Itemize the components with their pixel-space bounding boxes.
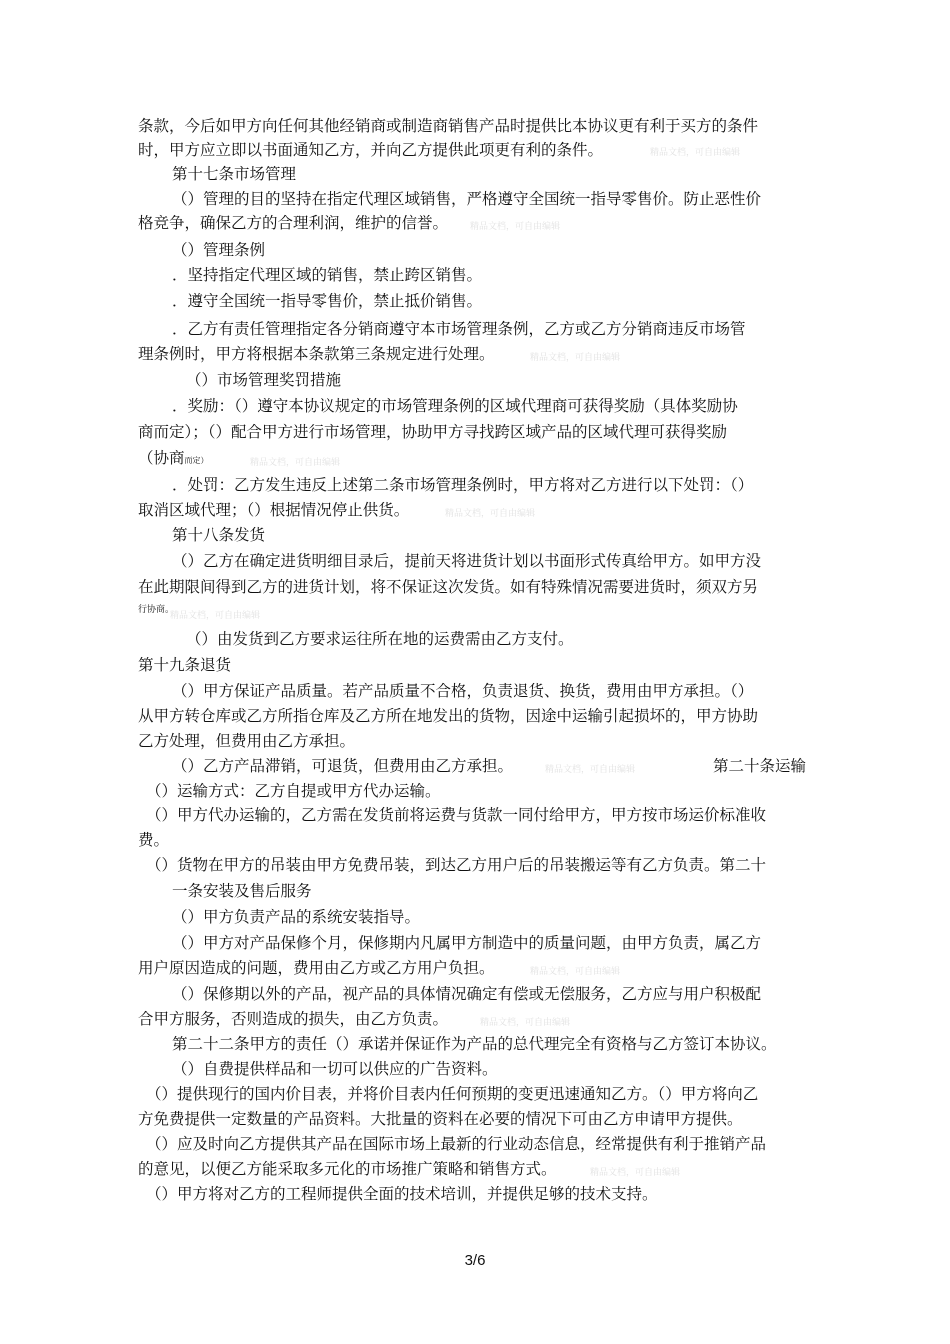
text-line: 商而定）；（）配合甲方进行市场管理，协助甲方寻找跨区域产品的区域代理可获得奖励 <box>138 423 728 441</box>
text-line: （）应及时向乙方提供其产品在国际市场上最新的行业动态信息，经常提供有利于推销产品 <box>146 1135 767 1153</box>
text-line: （）甲方将对乙方的工程师提供全面的技术培训，并提供足够的技术支持。 <box>146 1185 658 1203</box>
watermark-text: 精品文档，可自由编辑 <box>170 611 261 621</box>
text-line: 乙方处理，但费用由乙方承担。 <box>138 732 356 750</box>
watermark-text: 精品文档，可自由编辑 <box>530 353 621 363</box>
watermark-text: 精品文档，可自由编辑 <box>445 509 536 519</box>
text-line: ．坚持指定代理区域的销售，禁止跨区销售。 <box>172 266 483 284</box>
watermark-text: 精品文档，可自由编辑 <box>250 458 341 468</box>
text-line: 行协商。 <box>138 605 175 615</box>
watermark-text: 精品文档，可自由编辑 <box>545 765 636 775</box>
text-line: （）由发货到乙方要求运往所在地的运费需由乙方支付。 <box>186 630 574 648</box>
text-line: （）甲方对产品保修个月，保修期内凡属甲方制造中的质量问题，由甲方负责，属乙方 <box>172 934 762 952</box>
text-line: （协商而定） <box>138 449 209 467</box>
text-line: （）甲方负责产品的系统安装指导。 <box>172 908 421 926</box>
text-line: 用户原因造成的问题，费用由乙方或乙方用户负担。 <box>138 959 495 977</box>
text-line: 取消区域代理；（）根据情况停止供货。 <box>138 501 410 519</box>
watermark-text: 精品文档，可自由编辑 <box>470 222 561 232</box>
text-line: （）保修期以外的产品，视产品的具体情况确定有偿或无偿服务，乙方应与用户积极配 <box>172 985 762 1003</box>
section-heading: 第十七条市场管理 <box>172 165 297 183</box>
text-line: 时，甲方应立即以书面通知乙方，并向乙方提供此项更有利的条件。 <box>138 141 604 159</box>
section-heading: 第二十二条甲方的责任（）承诺并保证作为产品的总代理完全有资格与乙方签订本协议。 <box>172 1035 777 1053</box>
section-heading: 第十八条发货 <box>172 526 266 544</box>
text-line: 方免费提供一定数量的产品资料。大批量的资料在必要的情况下可由乙方申请甲方提供。 <box>138 1110 743 1128</box>
text-line: （）甲方代办运输的，乙方需在发货前将运费与货款一同付给甲方，甲方按市场运价标准收 <box>146 806 767 824</box>
text-line: 的意见，以便乙方能采取多元化的市场推广策略和销售方式。 <box>138 1160 557 1178</box>
text-line: （）提供现行的国内价目表，并将价目表内任何预期的变更迅速通知乙方。（）甲方将向乙 <box>146 1085 759 1103</box>
text-line: 在此期限间得到乙方的进货计划，将不保证这次发货。如有特殊情况需要进货时，须双方另 <box>138 578 759 596</box>
section-heading: 第十九条退货 <box>138 656 232 674</box>
text-line: （）运输方式：乙方自提或甲方代办运输。 <box>146 782 441 800</box>
text-line: 费。 <box>138 831 170 849</box>
watermark-text: 精品文档，可自由编辑 <box>480 1018 571 1028</box>
text-line: （）管理的目的坚持在指定代理区域销售，严格遵守全国统一指导零售价。防止恶性价 <box>172 190 762 208</box>
text-line: 从甲方转仓库或乙方所指仓库及乙方所在地发出的货物，因途中运输引起损坏的，甲方协助 <box>138 707 759 725</box>
text-line: 合甲方服务，否则造成的损失，由乙方负责。 <box>138 1010 449 1028</box>
section-heading: 一条安装及售后服务 <box>172 882 312 900</box>
watermark-text: 精品文档，可自由编辑 <box>650 148 741 158</box>
watermark-text: 精品文档，可自由编辑 <box>590 1168 681 1178</box>
text-line: ．遵守全国统一指导零售价，禁止抵价销售。 <box>172 292 483 310</box>
text-line: （）乙方在确定进货明细目录后，提前天将进货计划以书面形式传真给甲方。如甲方没 <box>172 552 762 570</box>
text-line: （）自费提供样品和一切可以供应的广告资料。 <box>172 1060 498 1078</box>
text-line: 格竞争，确保乙方的合理利润，维护的信誉。 <box>138 214 449 232</box>
section-heading: 第二十条运输 <box>713 757 807 775</box>
text-line: （）甲方保证产品质量。若产品质量不合格，负责退货、换货，费用由甲方承担。（） <box>172 682 754 700</box>
text-line: （）货物在甲方的吊装由甲方免费吊装，到达乙方用户后的吊装搬运等有乙方负责。第二十 <box>146 856 767 874</box>
text-line: 条款，今后如甲方向任何其他经销商或制造商销售产品时提供比本协议更有利于买方的条件 <box>138 117 759 135</box>
text-line: ．乙方有责任管理指定各分销商遵守本市场管理条例，乙方或乙方分销商违反市场管 <box>172 320 746 338</box>
text-line: （）市场管理奖罚措施 <box>186 371 342 389</box>
text-line: （）乙方产品滞销，可退货，但费用由乙方承担。 <box>172 757 514 775</box>
page-number: 3/6 <box>464 1252 486 1269</box>
watermark-text: 精品文档，可自由编辑 <box>530 967 621 977</box>
text-line: ．处罚：乙方发生违反上述第二条市场管理条例时，甲方将对乙方进行以下处罚：（） <box>172 476 754 494</box>
text-line: 理条例时，甲方将根据本条款第三条规定进行处理。 <box>138 345 495 363</box>
text-line: （）管理条例 <box>172 241 266 259</box>
text-line: ．奖励：（）遵守本协议规定的市场管理条例的区域代理商可获得奖励（具体奖励协 <box>172 397 738 415</box>
